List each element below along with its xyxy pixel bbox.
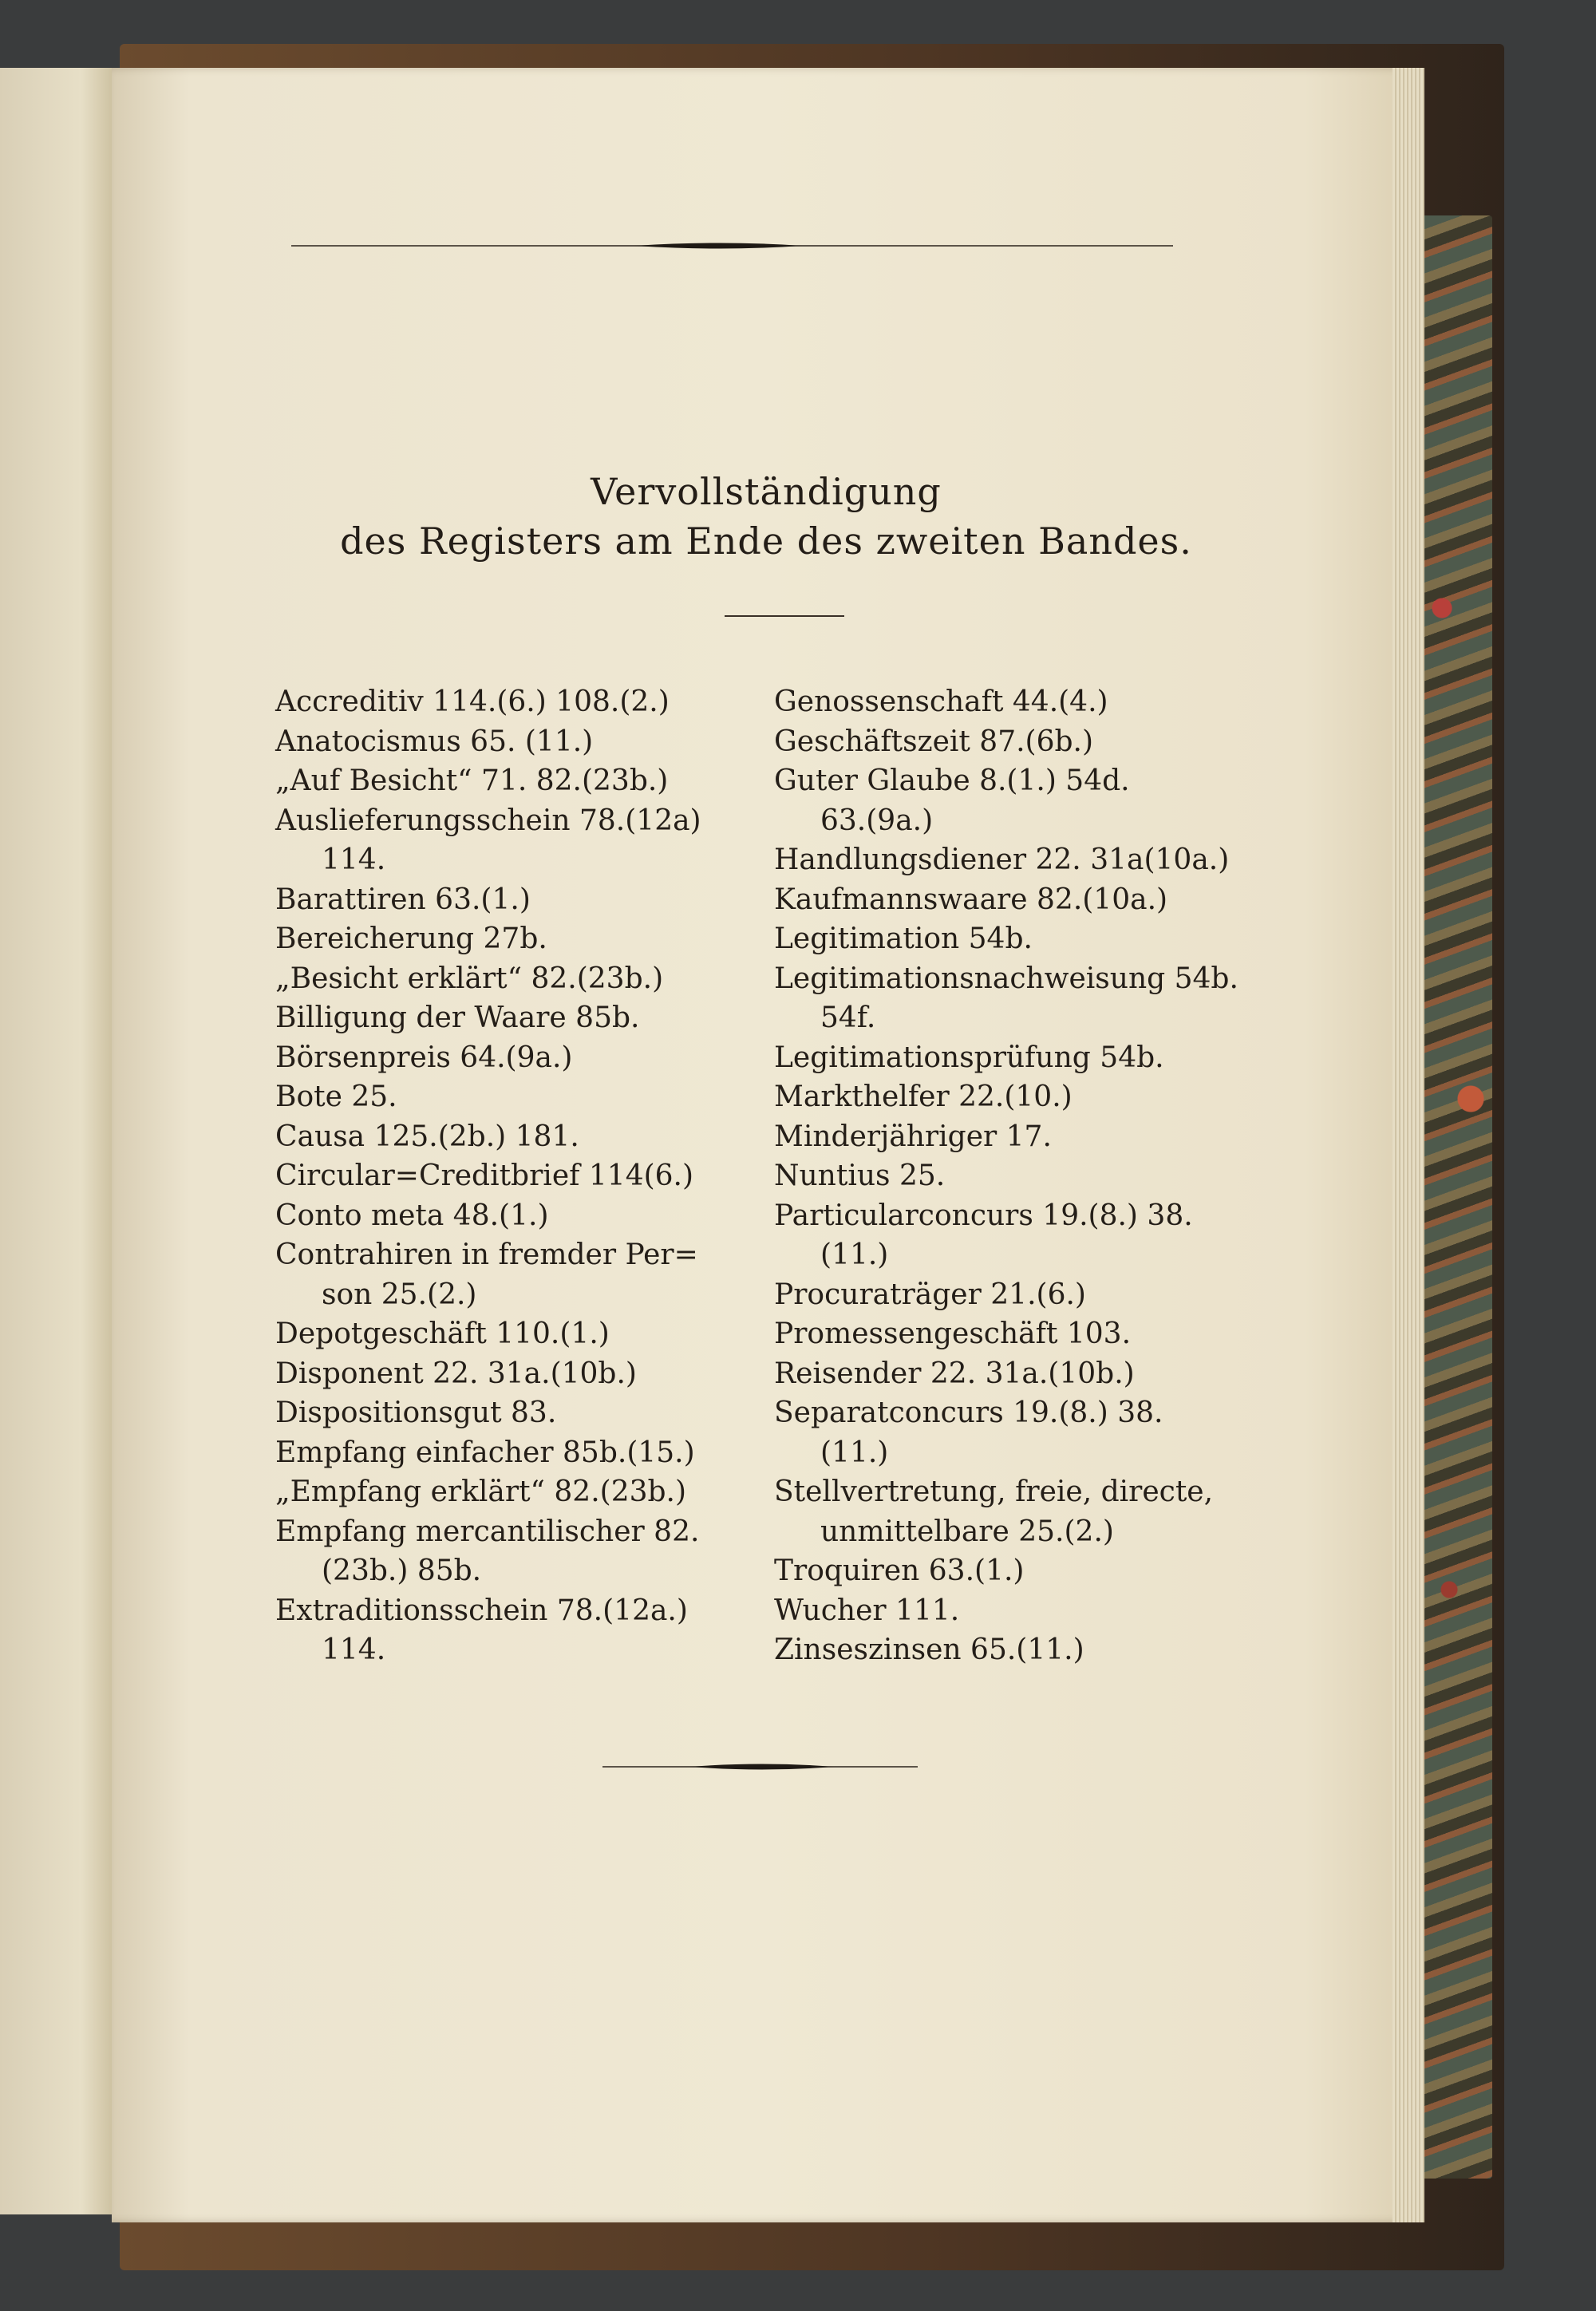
index-entry-text: Disponent 22. 31a.(10b.) bbox=[275, 1357, 637, 1390]
index-entry-text: Extraditionsschein 78.(12a.) bbox=[275, 1594, 688, 1627]
index-entry bbox=[774, 761, 1269, 840]
index-entry bbox=[275, 919, 742, 959]
index-entry-continuation: (23b.) 85b. bbox=[322, 1554, 482, 1587]
index-entry-continuation: son 25.(2.) bbox=[322, 1278, 477, 1311]
index-entry bbox=[774, 682, 1269, 722]
index-entry bbox=[275, 1472, 742, 1512]
index-entry-text: Reisender 22. 31a.(10b.) bbox=[774, 1357, 1135, 1390]
index-entry bbox=[774, 1117, 1269, 1157]
index-entry-text: Troquiren 63.(1.) bbox=[774, 1554, 1025, 1587]
index-entry bbox=[774, 959, 1269, 1038]
index-entry-text: Zinseszinsen 65.(11.) bbox=[774, 1634, 1084, 1666]
index-entry bbox=[275, 880, 742, 920]
index-entry bbox=[275, 1591, 742, 1670]
bottom-ornamental-rule bbox=[602, 1757, 918, 1776]
index-entry-text: Conto meta 48.(1.) bbox=[275, 1199, 549, 1232]
index-entry bbox=[774, 722, 1269, 762]
index-entry bbox=[275, 1038, 742, 1078]
heading-rule bbox=[725, 615, 844, 617]
index-entry-text: Minderjähriger 17. bbox=[774, 1120, 1052, 1153]
index-entry bbox=[275, 1314, 742, 1354]
left-page bbox=[0, 68, 116, 2214]
index-entry-text: Bote 25. bbox=[275, 1080, 397, 1113]
index-entry-text: Contrahiren in fremder Per= bbox=[275, 1238, 698, 1271]
index-entry bbox=[275, 1235, 742, 1314]
index-entry bbox=[774, 840, 1269, 880]
index-entry bbox=[275, 1077, 742, 1117]
index-entry bbox=[275, 1156, 742, 1196]
index-entry-text: Legitimation 54b. bbox=[774, 922, 1033, 955]
index-entry-text: Dispositionsgut 83. bbox=[275, 1396, 557, 1429]
index-entry bbox=[774, 1354, 1269, 1394]
index-column-left bbox=[275, 682, 742, 1670]
index-entry bbox=[774, 1156, 1269, 1196]
index-entry-text: Börsenpreis 64.(9a.) bbox=[275, 1041, 573, 1074]
index-entry bbox=[774, 1038, 1269, 1078]
index-entry-text: Empfang mercantilischer 82. bbox=[275, 1515, 700, 1548]
index-entry bbox=[774, 1630, 1269, 1670]
index-entry bbox=[774, 880, 1269, 920]
index-entry-text: Bereicherung 27b. bbox=[275, 922, 547, 955]
index-entry-text: Accreditiv 114.(6.) 108.(2.) bbox=[275, 685, 670, 718]
index-entry bbox=[774, 1196, 1269, 1275]
index-entry bbox=[774, 919, 1269, 959]
heading-line-2: des Registers am Ende des zweiten Bandes. bbox=[340, 519, 1192, 563]
heading bbox=[295, 467, 1237, 566]
page-edges bbox=[1393, 68, 1424, 2222]
index-entry-text: „Besicht erklärt“ 82.(23b.) bbox=[275, 962, 664, 995]
index-entry-continuation: unmittelbare 25.(2.) bbox=[820, 1515, 1114, 1548]
index-entry bbox=[275, 998, 742, 1038]
index-entry-text: Wucher 111. bbox=[774, 1594, 960, 1627]
index-entry-text: Nuntius 25. bbox=[774, 1159, 946, 1192]
index-entry bbox=[774, 1472, 1269, 1551]
index-entry bbox=[774, 1393, 1269, 1472]
index-entry-text: Genossenschaft 44.(4.) bbox=[774, 685, 1108, 718]
index-entry-continuation: 54f. bbox=[820, 1001, 876, 1034]
index-entry-text: Separatconcurs 19.(8.) 38. bbox=[774, 1396, 1163, 1429]
index-column-right bbox=[774, 682, 1269, 1670]
index-entry-text: Stellvertretung, freie, directe, bbox=[774, 1475, 1214, 1508]
index-entry bbox=[275, 682, 742, 722]
index-entry bbox=[774, 1551, 1269, 1591]
index-entry-continuation: (11.) bbox=[820, 1238, 889, 1271]
index-entry bbox=[275, 1393, 742, 1433]
index-entry-text: Procuraträger 21.(6.) bbox=[774, 1278, 1086, 1311]
index-entry-text: Legitimationsnachweisung 54b. bbox=[774, 962, 1238, 995]
index-entry-text: Geschäftszeit 87.(6b.) bbox=[774, 725, 1094, 758]
index-entry-text: Anatocismus 65. (11.) bbox=[275, 725, 594, 758]
index-entry-text: „Empfang erklärt“ 82.(23b.) bbox=[275, 1475, 687, 1508]
index-entry bbox=[774, 1077, 1269, 1117]
index-entry-text: Circular=Creditbrief 114(6.) bbox=[275, 1159, 694, 1192]
index-entry bbox=[774, 1275, 1269, 1315]
index-entry-text: Empfang einfacher 85b.(15.) bbox=[275, 1436, 695, 1469]
index-entry-text: Particularconcurs 19.(8.) 38. bbox=[774, 1199, 1193, 1232]
index-entry-text: Causa 125.(2b.) 181. bbox=[275, 1120, 579, 1153]
index-entry bbox=[275, 1433, 742, 1473]
index-entry-text: Guter Glaube 8.(1.) 54d. bbox=[774, 764, 1130, 797]
index-entry-text: Depotgeschäft 110.(1.) bbox=[275, 1317, 610, 1350]
index-entry-text: Auslieferungsschein 78.(12a) bbox=[275, 804, 701, 837]
top-ornamental-rule bbox=[291, 236, 1173, 255]
index-entry-continuation: 63.(9a.) bbox=[820, 804, 934, 837]
index-entry-text: „Auf Besicht“ 71. 82.(23b.) bbox=[275, 764, 669, 797]
index-entry bbox=[774, 1314, 1269, 1354]
index-entry-text: Markthelfer 22.(10.) bbox=[774, 1080, 1073, 1113]
index-entry bbox=[774, 1591, 1269, 1631]
index-entry bbox=[275, 1117, 742, 1157]
index-entry-continuation: 114. bbox=[322, 1634, 386, 1666]
index-entry bbox=[275, 1512, 742, 1591]
marbled-edge bbox=[1420, 215, 1492, 2179]
heading-line-1: Vervollständigung bbox=[591, 470, 942, 513]
index-entry bbox=[275, 761, 742, 801]
index-entry-text: Barattiren 63.(1.) bbox=[275, 883, 531, 916]
index-entry-continuation: (11.) bbox=[820, 1436, 889, 1469]
index-entry-continuation: 114. bbox=[322, 843, 386, 876]
index-entry bbox=[275, 959, 742, 999]
index-entry-text: Legitimationsprüfung 54b. bbox=[774, 1041, 1164, 1074]
index-entry-text: Promessengeschäft 103. bbox=[774, 1317, 1132, 1350]
index-entry bbox=[275, 722, 742, 762]
index-entry bbox=[275, 1354, 742, 1394]
index-entry-text: Handlungsdiener 22. 31a(10a.) bbox=[774, 843, 1230, 876]
index-entry-text: Billigung der Waare 85b. bbox=[275, 1001, 640, 1034]
index-entry bbox=[275, 801, 742, 880]
index-entry-text: Kaufmannswaare 82.(10a.) bbox=[774, 883, 1168, 916]
index-entry bbox=[275, 1196, 742, 1236]
